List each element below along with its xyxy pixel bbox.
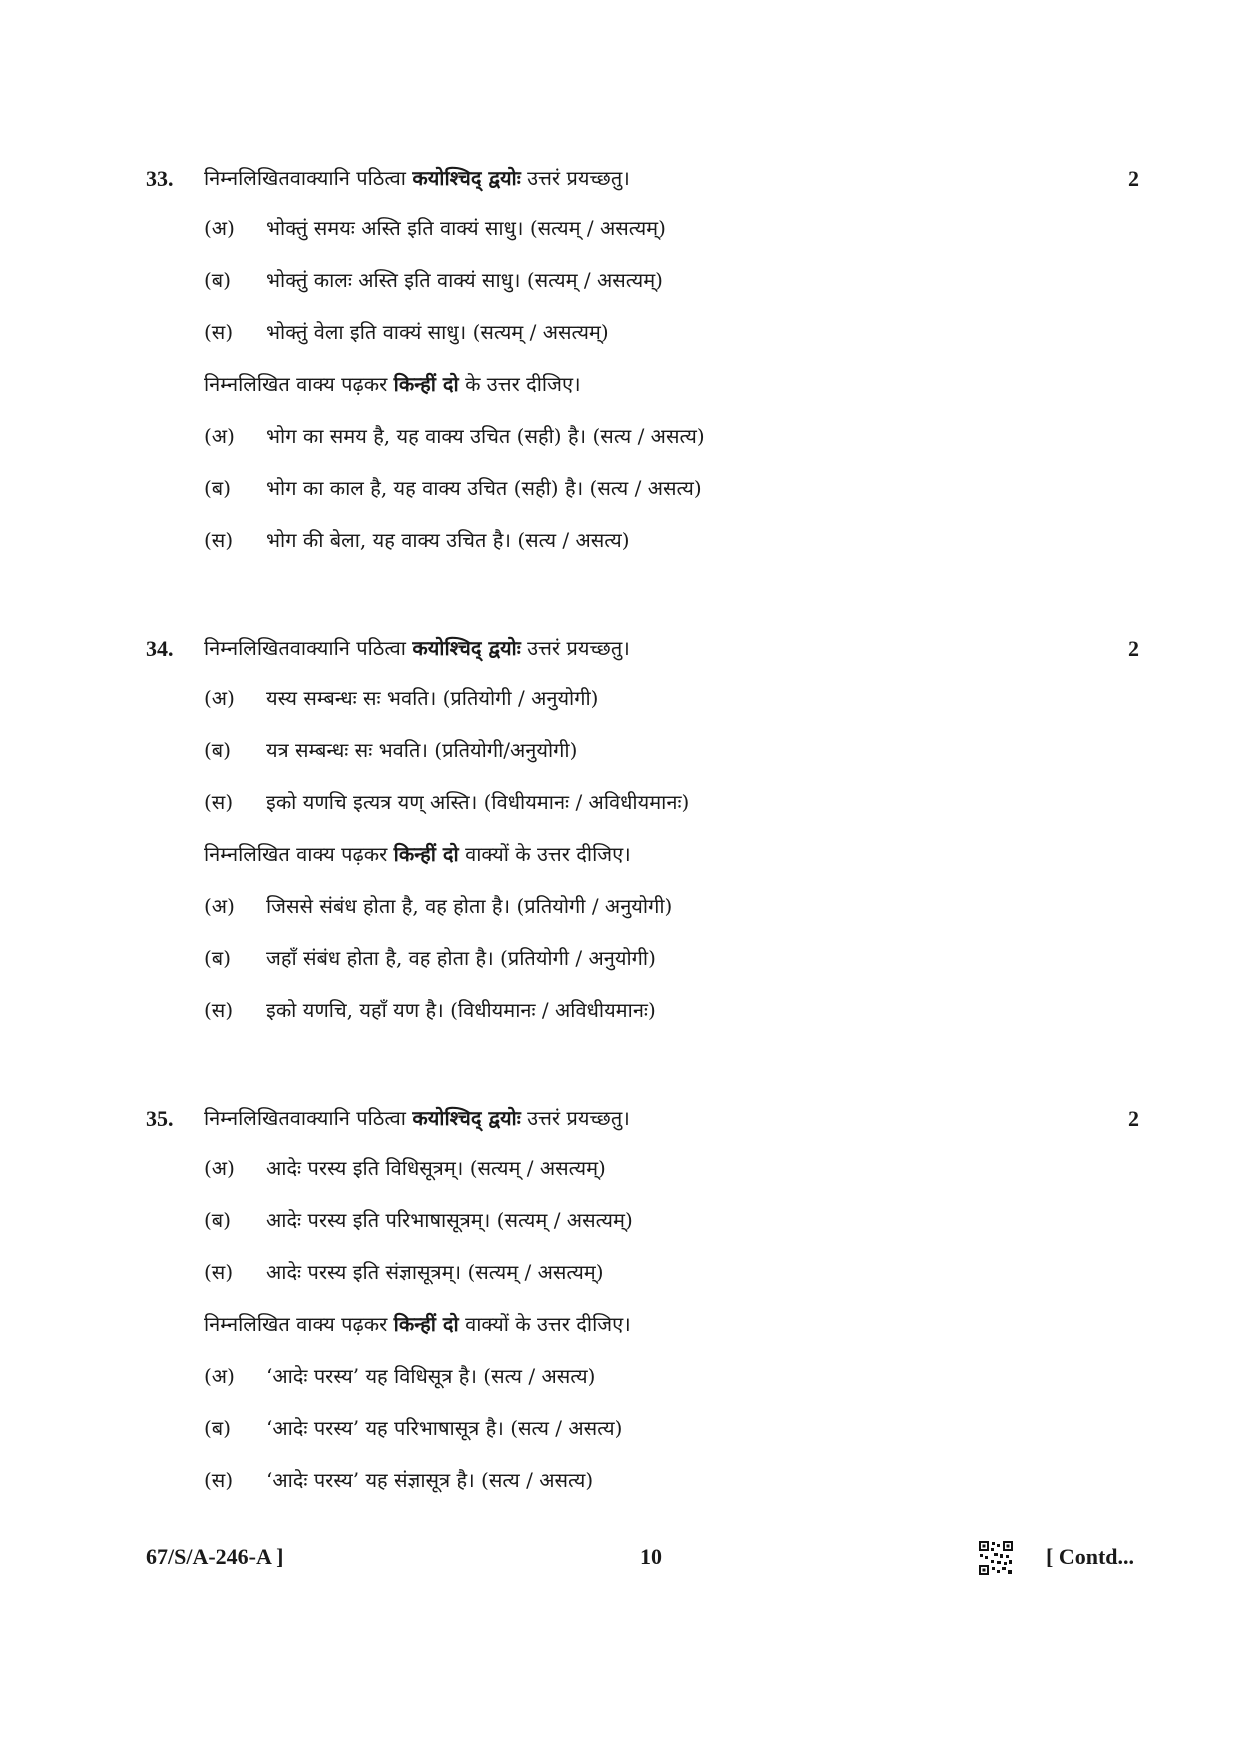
option-sanskrit: (स) इको यणचि इत्यत्र यण् अस्ति। (विधीयमानः / अविधीयमानः) [204, 790, 690, 814]
option-sanskrit: (स) आदेः परस्य इति संज्ञासूत्रम्। (सत्यम् / असत्यम्) [204, 1260, 604, 1284]
question-prompt: निम्नलिखितवाक्यानि पठित्वा कयोश्चिद् द्वयोः उत्तरं प्रयच्छतु। [204, 636, 630, 660]
option-sanskrit: (ब) यत्र सम्बन्धः सः भवति। (प्रतियोगी/अनुयोगी) [204, 738, 578, 762]
question-number: 35. [146, 1106, 174, 1131]
option-hindi: (स) इको यणचि, यहाँ यण है। (विधीयमानः / अविधीयमानः) [204, 998, 656, 1022]
question-number: 33. [146, 166, 174, 191]
page-number: 10 [640, 1544, 662, 1569]
question-header [0, 630, 1240, 678]
hindi-instruction: निम्नलिखित वाक्य पढ़कर किन्हीं दो वाक्यों के उत्तर दीजिए। [204, 1312, 631, 1336]
question-marks: 2 [1128, 636, 1139, 661]
option-hindi: (ब) जहाँ संबंध होता है, वह होता है। (प्रतियोगी / अनुयोगी) [204, 946, 656, 970]
option-hindi: (अ) जिससे संबंध होता है, वह होता है। (प्रतियोगी / अनुयोगी) [204, 894, 673, 918]
hindi-instruction: निम्नलिखित वाक्य पढ़कर किन्हीं दो वाक्यों के उत्तर दीजिए। [204, 842, 631, 866]
question-35 [0, 1100, 1240, 1512]
page-footer [0, 1540, 1240, 1580]
option-sanskrit: (अ) आदेः परस्य इति विधिसूत्रम्। (सत्यम् / असत्यम्) [204, 1156, 606, 1180]
option-hindi: (ब) ‘आदेः परस्य’ यह परिभाषासूत्र है। (सत्य / असत्य) [204, 1416, 623, 1440]
option-hindi: (अ) भोग का समय है, यह वाक्य उचित (सही) है। (सत्य / असत्य) [204, 424, 705, 448]
option-hindi: (ब) भोग का काल है, यह वाक्य उचित (सही) है। (सत्य / असत्य) [204, 476, 702, 500]
option-sanskrit: (ब) आदेः परस्य इति परिभाषासूत्रम्। (सत्यम् / असत्यम्) [204, 1208, 633, 1232]
option-hindi: (अ) ‘आदेः परस्य’ यह विधिसूत्र है। (सत्य / असत्य) [204, 1364, 596, 1388]
continued-label: [ Contd... [1046, 1544, 1135, 1569]
option-hindi: (स) भोग की बेला, यह वाक्य उचित है। (सत्य / असत्य) [204, 528, 630, 552]
qr-code-icon [978, 1540, 1014, 1576]
question-number: 34. [146, 636, 174, 661]
option-hindi: (स) ‘आदेः परस्य’ यह संज्ञासूत्र है। (सत्य / असत्य) [204, 1468, 594, 1492]
question-34 [0, 630, 1240, 1042]
question-header [0, 160, 1240, 208]
option-sanskrit: (ब) भोक्तुं कालः अस्ति इति वाक्यं साधु। (सत्यम् / असत्यम्) [204, 268, 663, 292]
question-33 [0, 160, 1240, 572]
paper-code: 67/S/A-246-A ] [146, 1544, 284, 1569]
question-marks: 2 [1128, 166, 1139, 191]
hindi-instruction: निम्नलिखित वाक्य पढ़कर किन्हीं दो के उत्तर दीजिए। [204, 372, 581, 396]
option-sanskrit: (अ) यस्य सम्बन्धः सः भवति। (प्रतियोगी / अनुयोगी) [204, 686, 599, 710]
question-prompt: निम्नलिखितवाक्यानि पठित्वा कयोश्चिद् द्वयोः उत्तरं प्रयच्छतु। [204, 1106, 630, 1130]
question-marks: 2 [1128, 1106, 1139, 1131]
question-header [0, 1100, 1240, 1148]
question-prompt: निम्नलिखितवाक्यानि पठित्वा कयोश्चिद् द्वयोः उत्तरं प्रयच्छतु। [204, 166, 630, 190]
option-sanskrit: (स) भोक्तुं वेला इति वाक्यं साधु। (सत्यम् / असत्यम्) [204, 320, 609, 344]
option-sanskrit: (अ) भोक्तुं समयः अस्ति इति वाक्यं साधु। (सत्यम् / असत्यम्) [204, 216, 666, 240]
